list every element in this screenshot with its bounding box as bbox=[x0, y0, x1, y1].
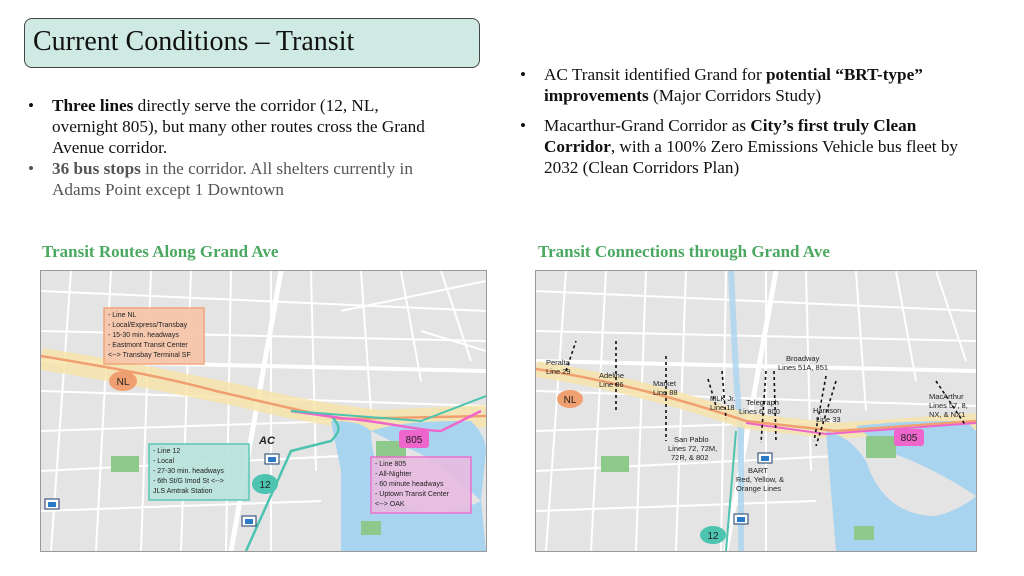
bullet-text: directly serve the corridor (12, NL, overnight 805), but many other routes cross the Grand Avenue corridor. bbox=[52, 96, 425, 157]
label-line: Lines 57, 8, bbox=[929, 401, 968, 410]
nl-info-line: - 15-30 min. headways bbox=[108, 332, 179, 339]
line-805-badge-label: 805 bbox=[900, 433, 918, 444]
left-bullet-list bbox=[26, 95, 446, 200]
label-line: Lines 72, 72M, bbox=[668, 444, 718, 453]
bullet-post: (Major Corridors Study) bbox=[648, 86, 822, 105]
bullet-bold: Three lines bbox=[52, 96, 134, 115]
bullet-pre: AC Transit identified Grand for bbox=[544, 65, 766, 84]
label-line: Line 36 bbox=[599, 380, 624, 389]
map2-canvas bbox=[536, 271, 976, 551]
l805-info-line: - Uptown Transit Center bbox=[375, 491, 449, 498]
bullet-three-lines bbox=[26, 95, 446, 158]
bullet-marker: • bbox=[28, 96, 35, 115]
label-line: Line 29 bbox=[546, 367, 571, 376]
bus-stop-icon bbox=[734, 514, 748, 524]
bullet-post: , with a 100% Zero Emissions Vehicle bus fleet by 2032 (Clean Corridors Plan) bbox=[544, 137, 959, 177]
label-line: Peralta bbox=[546, 358, 570, 367]
map1-canvas bbox=[41, 271, 486, 551]
line-12-badge-label: 12 bbox=[259, 480, 271, 491]
map1-title: Transit Routes Along Grand Ave bbox=[42, 242, 279, 261]
label-line: Line 33 bbox=[816, 415, 841, 424]
bullet-bold: City’s first truly Clean Corridor bbox=[544, 116, 917, 156]
macarthur-label bbox=[929, 392, 968, 419]
line-805-badge-label: 805 bbox=[405, 435, 423, 446]
nl-info-line: <--> Transbay Terminal SF bbox=[108, 352, 191, 359]
adeline-label bbox=[599, 371, 624, 389]
label-line: Market bbox=[653, 379, 676, 388]
l805-info-line: <--> OAK bbox=[375, 501, 405, 508]
line-12-badge-label: 12 bbox=[707, 531, 719, 542]
l12-info-line: - 27-30 min. headways bbox=[153, 468, 224, 475]
park bbox=[866, 436, 896, 458]
bullet-bold: 36 bus stops bbox=[52, 159, 141, 178]
label-line: Orange Lines bbox=[736, 484, 782, 493]
bullet-text: in the corridor. All shelters currently in Adams Point except 1 Downtown bbox=[52, 159, 413, 199]
nl-badge-label: NL bbox=[116, 377, 130, 388]
label-line: MacArthur bbox=[929, 392, 964, 401]
nl-badge-label: NL bbox=[563, 395, 577, 406]
bus-stop-icon bbox=[45, 499, 59, 509]
bullet-clean-corridor bbox=[518, 115, 988, 178]
label-line: Adeline bbox=[599, 371, 625, 380]
map2-title: Transit Connections through Grand Ave bbox=[538, 242, 830, 261]
label-line: Red, Yellow, & bbox=[736, 475, 784, 484]
label-line: Broadway bbox=[786, 354, 820, 363]
bullet-brt bbox=[518, 64, 988, 106]
nl-info-line: - Eastmont Transit Center bbox=[108, 342, 188, 349]
bullet-marker: • bbox=[28, 159, 35, 178]
telegraph-label bbox=[739, 398, 780, 416]
label-line: Lines 6, 800 bbox=[739, 407, 780, 416]
label-line: BART bbox=[748, 466, 768, 475]
bullet-pre: Macarthur-Grand Corridor as bbox=[544, 116, 751, 135]
transit-connections-map bbox=[535, 270, 977, 552]
bullet-marker: • bbox=[520, 116, 527, 135]
page-title: Current Conditions – Transit bbox=[33, 26, 355, 57]
l12-info-line: - 6th St/G Imod St <--> bbox=[153, 478, 224, 485]
label-line: Telegraph bbox=[746, 398, 779, 407]
market-label bbox=[653, 379, 678, 397]
harrison-label bbox=[813, 406, 841, 424]
label-line: San Pablo bbox=[674, 435, 709, 444]
bus-stop-icon bbox=[242, 516, 256, 526]
label-line: MLK Jr. bbox=[710, 394, 736, 403]
peralta-label bbox=[546, 358, 571, 376]
label-line: Line 18 bbox=[710, 403, 735, 412]
l805-info-line: - All-Nighter bbox=[375, 471, 412, 478]
bus-stop-icon bbox=[265, 454, 279, 464]
transit-routes-map bbox=[40, 270, 487, 552]
nl-info-line: - Local/Express/Transbay bbox=[108, 322, 188, 329]
l12-info-line: - Local bbox=[153, 458, 175, 465]
nl-info-line: - Line NL bbox=[108, 312, 137, 319]
l805-info-line: - 60 minute headways bbox=[375, 481, 444, 488]
bullet-marker: • bbox=[520, 65, 527, 84]
bullet-bold: potential “BRT-type” improvements bbox=[544, 65, 923, 105]
l12-info-line: JLS Amtrak Station bbox=[153, 488, 213, 495]
right-bullet-list bbox=[518, 64, 988, 187]
l805-info-line: - Line 805 bbox=[375, 461, 407, 468]
bus-stop-icon bbox=[758, 453, 772, 463]
title-box bbox=[24, 18, 480, 68]
mlk-label bbox=[710, 394, 735, 412]
l12-info-line: - Line 12 bbox=[153, 448, 181, 455]
label-line: NX, & NX1 bbox=[929, 410, 966, 419]
bullet-bus-stops bbox=[26, 158, 446, 200]
label-line: 72R, & 802 bbox=[671, 453, 709, 462]
label-line: Line 88 bbox=[653, 388, 678, 397]
label-line: Harrison bbox=[813, 406, 842, 415]
label-line: Lines 51A, 851 bbox=[778, 363, 829, 372]
ac-transit-logo: AC bbox=[259, 435, 275, 447]
